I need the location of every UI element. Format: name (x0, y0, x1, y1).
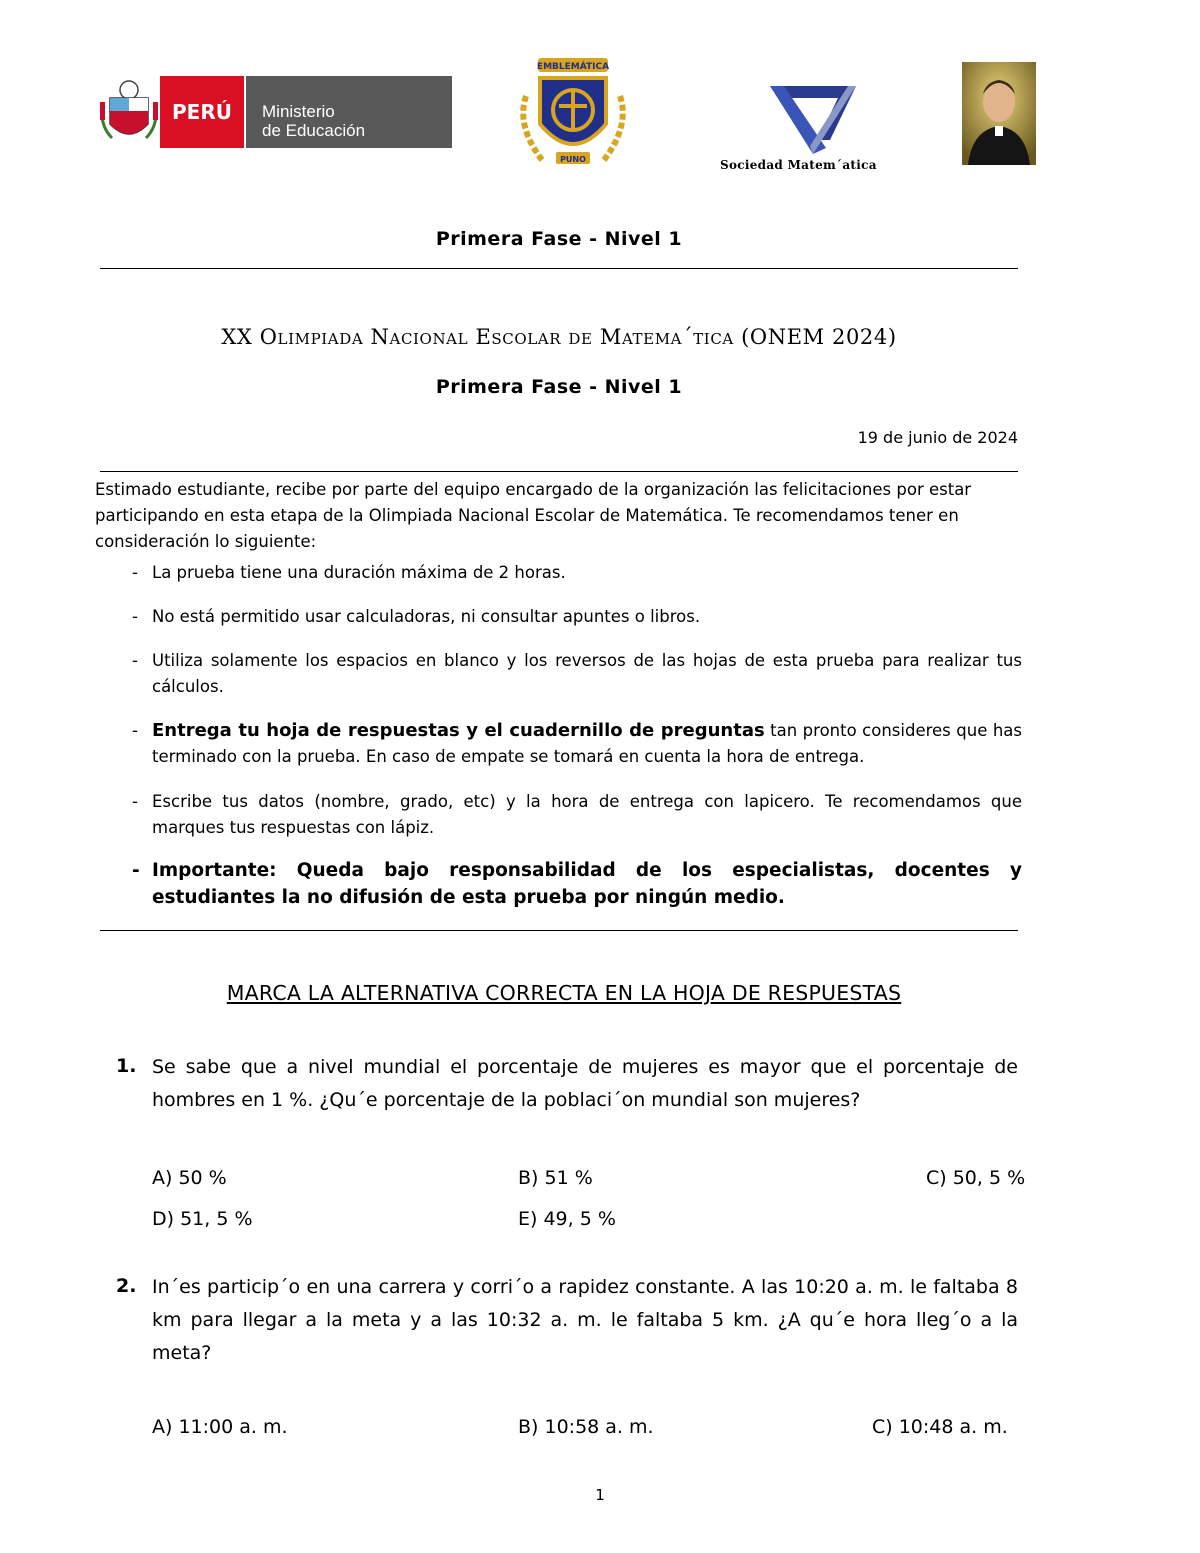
answer-option: A) 50 % (152, 1167, 227, 1189)
question-number: 1. (116, 1055, 137, 1077)
rule-dash: - (132, 721, 138, 740)
question-number: 2. (116, 1275, 137, 1297)
rule-text: Escribe tus datos (nombre, grado, etc) y la hora de entrega con lapicero. Te recomendamos que marques tus respuestas con lápiz. (152, 792, 1022, 837)
rule-dash: - (132, 651, 138, 670)
peru-label: PERÚ (160, 76, 244, 148)
question-text: Se sabe que a nivel mundial el porcentaje de mujeres es mayor que el porcentaje de hombres en 1 %. ¿Qu´e porcentaje de la poblaci´on mundial son mujeres? (152, 1056, 1018, 1111)
school-emblem-icon (512, 56, 634, 174)
olympiad-title: XX Olimpiada Nacional Escolar de Matema´tica (ONEM 2024) (221, 325, 897, 349)
answer-option: A) 11:00 a. m. (152, 1416, 288, 1438)
portrait-image (962, 62, 1036, 165)
answer-option: E) 49, 5 % (518, 1208, 616, 1230)
rule-text: La prueba tiene una duración máxima de 2 horas. (152, 563, 566, 582)
ministry-label: Ministerio de Educación (244, 76, 452, 148)
rule-text (152, 718, 1022, 770)
math-society-label: Sociedad Matem´atica (720, 158, 877, 172)
rule-bold-text: Entrega tu hoja de respuestas y el cuadernillo de preguntas (152, 720, 765, 741)
rule-item (132, 604, 1022, 630)
divider (100, 930, 1018, 931)
question-text: In´es particip´o en una carrera y corri´o a rapidez constante. A las 10:20 a. m. le faltaba 8 km para llegar a la meta y a las 10:32 a. m. le faltaba 5 km. ¿A qu´e hora lleg´o a la meta? (152, 1276, 1018, 1364)
answer-option: D) 51, 5 % (152, 1208, 253, 1230)
rule-dash: - (132, 860, 140, 881)
phase-subtitle: Primera Fase - Nivel 1 (435, 376, 683, 398)
exam-date: 19 de junio de 2024 (857, 428, 1018, 447)
answer-option: C) 10:48 a. m. (872, 1416, 1008, 1438)
rule-rest-text: tan pronto consideres que has terminado con la prueba. En caso de empate se tomará en cuenta la hora de entrega. (152, 721, 1022, 766)
page-number: 1 (595, 1486, 605, 1504)
rule-item (132, 789, 1022, 841)
answer-option: B) 51 % (518, 1167, 593, 1189)
rule-item-important (132, 857, 1022, 911)
rule-item (132, 560, 1022, 586)
header-phase-title: Primera Fase - Nivel 1 (435, 228, 683, 250)
answer-option: C) 50, 5 % (926, 1167, 1026, 1189)
intro-paragraph: Estimado estudiante, recibe por parte del equipo encargado de la organización las felicitaciones por estar participando en esta etapa de la Olimpiada Nacional Escolar de Matemática. Te recomendamos tener en consideración lo siguiente: (95, 480, 972, 551)
svg-text:EMBLEMÁTICA: EMBLEMÁTICA (536, 62, 610, 72)
divider (100, 268, 1018, 269)
rule-text: Utiliza solamente los espacios en blanco y los reversos de las hojas de esta prueba para realizar tus cálculos. (152, 651, 1022, 696)
rule-dash: - (132, 792, 138, 811)
rule-item (132, 718, 1022, 770)
rule-dash: - (132, 563, 138, 582)
rule-text: No está permitido usar calculadoras, ni consultar apuntes o libros. (152, 607, 701, 626)
rule-text: Importante: Queda bajo responsabilidad de los especialistas, docentes y estudiantes la no difusión de esta prueba por ningún medio. (152, 860, 1022, 908)
rule-dash: - (132, 607, 138, 626)
answer-instruction: MARCA LA ALTERNATIVA CORRECTA EN LA HOJA DE RESPUESTAS (226, 981, 902, 1005)
peru-coat-of-arms-icon (98, 76, 160, 148)
svg-text:PUNO: PUNO (560, 155, 586, 164)
divider (100, 471, 1018, 472)
rule-item (132, 648, 1022, 700)
ministry-logo (98, 76, 452, 148)
answer-option: B) 10:58 a. m. (518, 1416, 654, 1438)
